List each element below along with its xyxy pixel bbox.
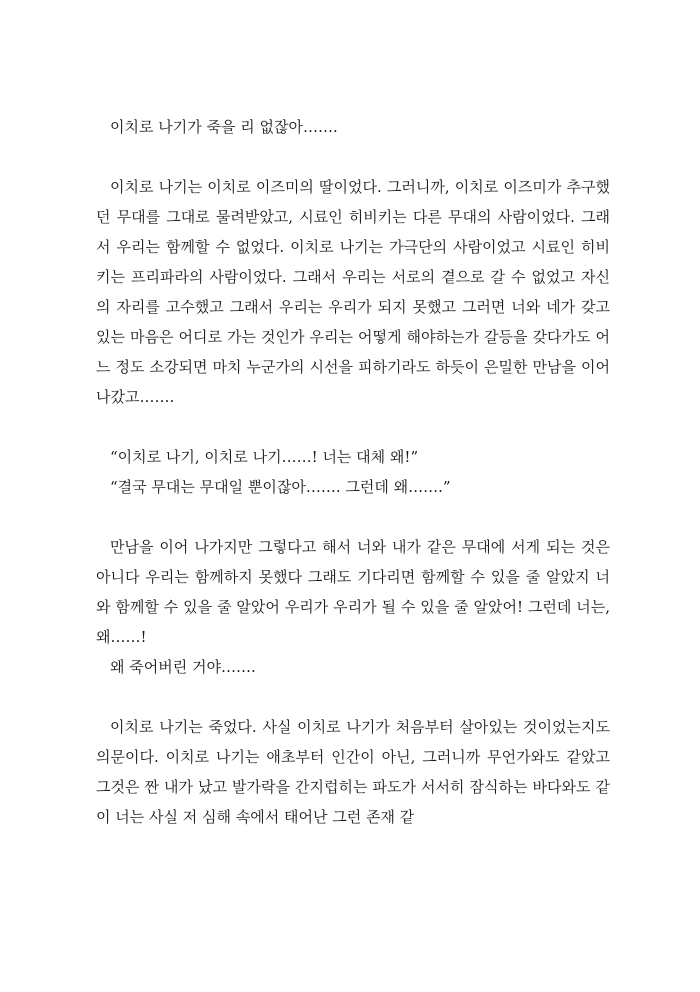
paragraph-question: 왜 죽어버린 거야……. — [110, 658, 256, 676]
paragraph-background: 이치로 나기는 이치로 이즈미의 딸이었다. 그러니까, 이치로 이즈미가 추구했던 무대를 그대로 물려받았고, 시료인 히비키는 다른 무대의 사람이었다. 그래서 우리는 함께할 수 없었다. 이치로 나기는 가극단의 사람이었고 시료인 히비키는 프리파라의 사람이었다. 그래서 우리는 서로의 곁으로 갈 수 없었고 자신의 자리를 고수했고 그래서 우리는 우리가 되지 못했고 그러면 너와 네가 갖고 있는 마음은 어디로 가는 것인가 우리는 어떻게 해야하는가 갈등을 갖다가도 어느 정도 소강되면 마치 누군가의 시선을 피하기라도 하듯이 은밀한 만남을 이어 나갔고……. — [96, 178, 610, 406]
paragraph-opening: 이치로 나기가 죽을 리 없잖아……. — [110, 118, 338, 136]
paragraph-death: 이치로 나기는 죽었다. 사실 이치로 나기가 처음부터 살아있는 것이었는지도 의문이다. 이치로 나기는 애초부터 인간이 아닌, 그러니까 무언가와도 같았고 그것은 짠 내가 났고 발가락을 간지럽히는 파도가 서서히 잠식하는 바다와도 같이 너는 사실 저 심해 속에서 태어난 그런 존재 같 — [96, 718, 610, 826]
paragraph-meeting: 만남을 이어 나가지만 그렇다고 해서 너와 내가 같은 무대에 서게 되는 것은 아니다 우리는 함께하지 못했다 그래도 기다리면 함께할 수 있을 줄 알았지 너와 함께할 수 있을 줄 알았어 우리가 우리가 될 수 있을 줄 알았어! 그런데 너는, 왜……! — [96, 538, 610, 646]
dialogue-line-nagi: “결국 무대는 무대일 뿐이잖아……. 그런데 왜…….” — [110, 478, 451, 496]
paragraph-gap — [96, 412, 610, 442]
paragraph-gap — [96, 142, 610, 172]
dialogue-line-hibiki: “이치로 나기, 이치로 나기……! 너는 대체 왜!” — [110, 448, 419, 466]
paragraph-gap — [96, 682, 610, 712]
paragraph-gap — [96, 502, 610, 532]
document-body — [96, 112, 610, 832]
